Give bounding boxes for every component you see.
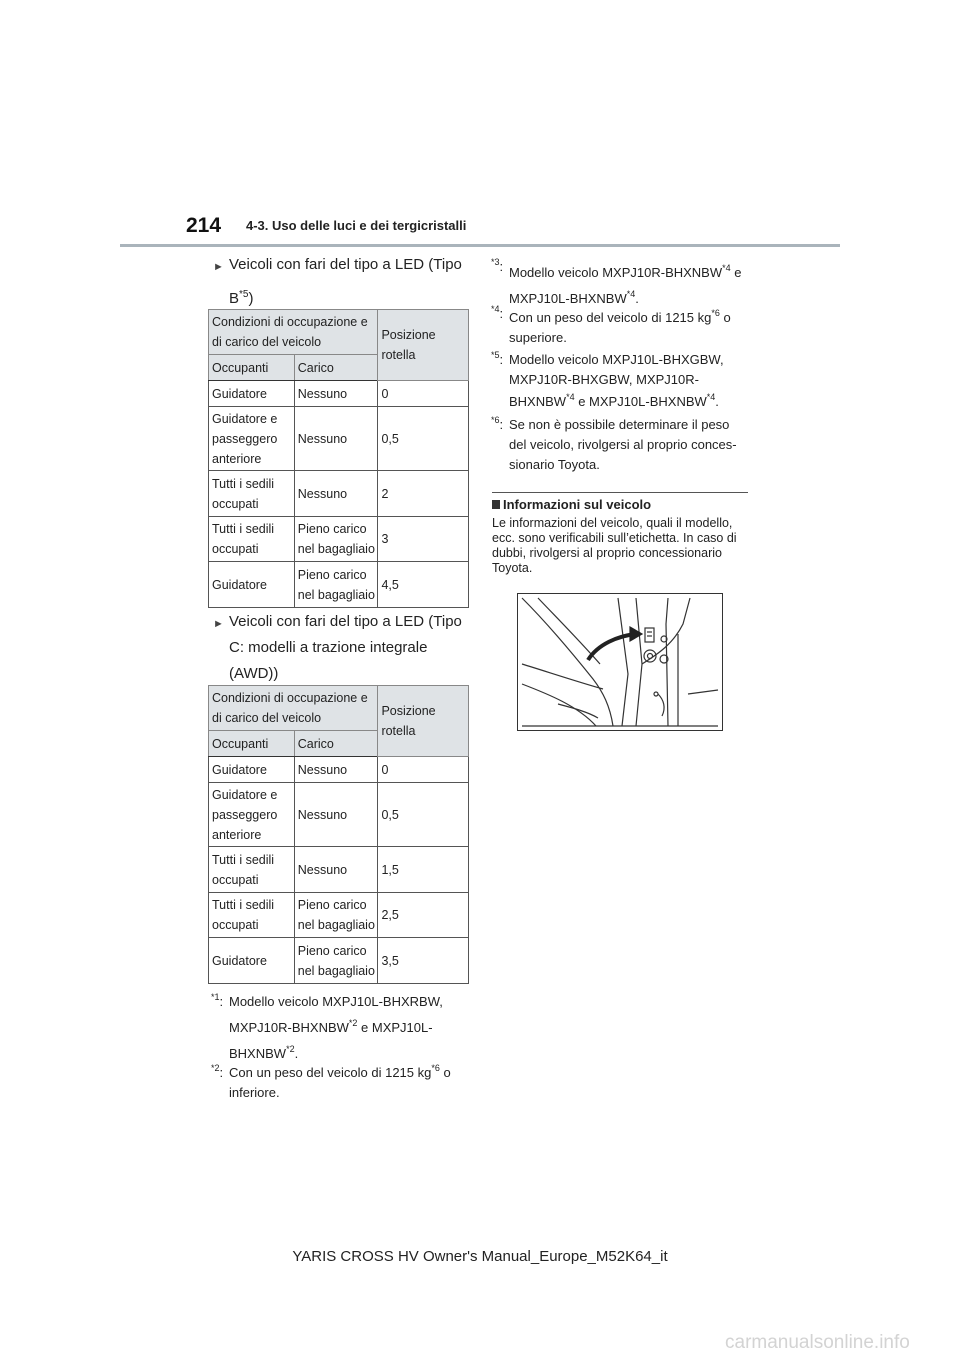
header-dial-position: Posizione rotella <box>378 686 469 757</box>
footer-manual-title: YARIS CROSS HV Owner's Manual_Europe_M52K64_it <box>292 1248 668 1265</box>
table-row: Guidatore e passeggero anteriore Nessuno 0,5 <box>209 783 469 847</box>
bullet-line: Veicoli con fari del tipo a LED (Tipo <box>229 256 462 273</box>
square-bullet-icon <box>492 500 500 509</box>
watermark: carmanualsonline.info <box>725 1332 910 1353</box>
bullet-led-type-c-awd <box>213 609 473 687</box>
table-row: Guidatore Pieno carico nel bagagliaio 4,5 <box>209 562 469 608</box>
header-dial-position: Posizione rotella <box>378 310 469 381</box>
header-divider <box>120 244 840 247</box>
footnote-3: $^{*3}$: Modello veicolo MXPJ10R-BHXNBW$^{*4}$ e MXPJ10L-BHXNBW$^{*4}$. <box>491 257 742 306</box>
triangle-bullet-icon: ► <box>213 261 224 273</box>
info-paragraph: Le informazioni del veicolo, quali il modello, ecc. sono verificabili sull’etichetta. In caso di dubbi, rivolgersi al proprio concessionario Toyota. <box>492 516 737 575</box>
table-row: Guidatore Pieno carico nel bagagliaio 3,5 <box>209 938 469 984</box>
bullet-line: $B^{*5}$) <box>229 289 254 307</box>
footnote-2: $^{*2}$: Con un peso del veicolo di 1215 $kg^{*6}$ o inferiore. <box>211 1063 451 1100</box>
header-occupants: Occupanti <box>209 355 295 381</box>
info-heading: Informazioni sul veicolo <box>492 497 651 512</box>
table-row: Tutti i sedili occupati Nessuno 1,5 <box>209 847 469 893</box>
headlight-level-table-type-c <box>208 685 469 984</box>
table-row: Guidatore Nessuno 0 <box>209 381 469 407</box>
footnote-6: $^{*6}$: Se non è possibile determinare il peso del veicolo, rivolgersi al proprio conces- sionario Toyota. <box>491 415 737 472</box>
bullet-line: C: modelli a trazione integrale <box>229 639 428 656</box>
header-conditions: Condizioni di occupazione e di carico del veicolo <box>209 686 378 731</box>
header-occupants: Occupanti <box>209 731 295 757</box>
info-divider <box>492 492 748 493</box>
table-row: Guidatore e passeggero anteriore Nessuno 0,5 <box>209 407 469 471</box>
footnote-4: $^{*4}$: Con un peso del veicolo di 1215 $kg^{*6}$ o superiore. <box>491 304 731 345</box>
bullet-led-type-b <box>213 252 473 312</box>
section-title: 4-3. Uso delle luci e dei tergicristalli <box>246 218 467 233</box>
page-number: 214 <box>186 214 222 237</box>
table-row: Tutti i sedili occupati Pieno carico nel bagagliaio 2,5 <box>209 893 469 938</box>
header-conditions: Condizioni di occupazione e di carico del veicolo <box>209 310 378 355</box>
table-row: Tutti i sedili occupati Pieno carico nel bagagliaio 3 <box>209 517 469 562</box>
footnote-5: $^{*5}$: Modello veicolo MXPJ10L-BHXGBW, MXPJ10R-BHXGBW, MXPJ10R- BHXNBW$^{*4}$ e MXPJ10L-BHXNBW$^{*4}$. <box>491 350 724 409</box>
door-pillar-label-illustration <box>517 593 723 731</box>
table-row: Guidatore Nessuno 0 <box>209 757 469 783</box>
header-load: Carico <box>294 731 378 757</box>
table-row: Tutti i sedili occupati Nessuno 2 <box>209 471 469 517</box>
header-load: Carico <box>294 355 378 381</box>
triangle-bullet-icon: ► <box>213 618 224 630</box>
headlight-level-table-type-b <box>208 309 469 608</box>
bullet-line: Veicoli con fari del tipo a LED (Tipo <box>229 613 462 630</box>
footnote-1: $^{*1}$: Modello veicolo MXPJ10L-BHXRBW, MXPJ10R-BHXNBW$^{*2}$ e MXPJ10L- BHXNBW$^{*2}$. <box>211 992 443 1061</box>
bullet-line: (AWD)) <box>229 665 279 682</box>
